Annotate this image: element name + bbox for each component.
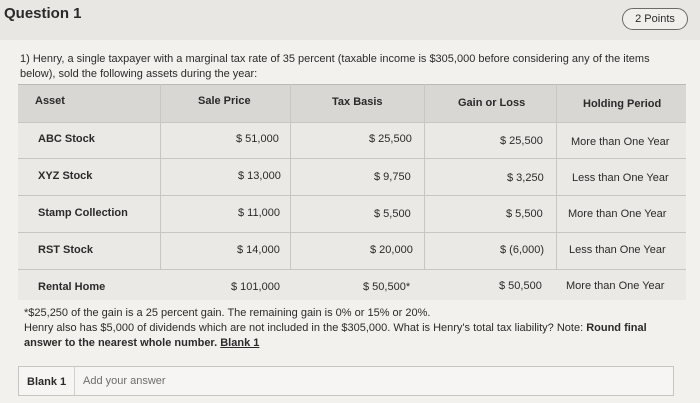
column-header-tax-basis: Tax Basis (332, 96, 383, 108)
table-column-divider (556, 84, 557, 270)
table-cell-tax-basis: $ 5,500 (374, 208, 411, 220)
table-cell-sale-price: $ 11,000 (238, 207, 281, 219)
answer-label: Blank 1 (27, 376, 67, 388)
table-cell-sale-price: $ 101,000 (231, 281, 280, 293)
table-cell-sale-price: $ 51,000 (236, 133, 279, 145)
table-divider (18, 158, 686, 159)
table-cell-sale-price: $ 14,000 (237, 244, 280, 256)
table-cell-tax-basis: $ 25,500 (369, 133, 412, 145)
column-header-sale-price: Sale Price (198, 95, 251, 107)
table-column-divider (160, 84, 161, 270)
table-cell-gain-loss: $ 25,500 (500, 135, 543, 147)
question-footnote (24, 306, 684, 351)
table-cell-asset: ABC Stock (38, 133, 95, 145)
table-divider (18, 232, 686, 233)
table-cell-gain-loss: $ (6,000) (500, 244, 545, 256)
table-cell-tax-basis: $ 50,500* (363, 281, 411, 293)
table-cell-asset: XYZ Stock (38, 170, 93, 182)
answer-input[interactable] (75, 367, 673, 395)
table-cell-asset: Stamp Collection (38, 207, 128, 219)
question-title: Question 1 (4, 5, 82, 22)
table-cell-holding-period: Less than One Year (569, 244, 666, 256)
points-badge: 2 Points (622, 8, 688, 30)
table-cell-asset: Rental Home (38, 281, 106, 293)
table-column-divider (424, 84, 425, 270)
column-header-gain-loss: Gain or Loss (458, 97, 526, 109)
table-cell-sale-price: $ 13,000 (238, 170, 281, 182)
column-header-asset: Asset (35, 95, 65, 107)
table-divider (18, 122, 686, 123)
table-cell-gain-loss: $ 5,500 (506, 208, 543, 220)
answer-row (18, 366, 674, 396)
table-divider (18, 195, 686, 196)
table-cell-holding-period: Less than One Year (572, 172, 669, 184)
table-divider (18, 269, 686, 270)
column-header-holding-period: Holding Period (583, 98, 662, 110)
table-cell-tax-basis: $ 9,750 (374, 171, 411, 183)
table-cell-gain-loss: $ 3,250 (507, 172, 544, 184)
table-cell-tax-basis: $ 20,000 (370, 244, 413, 256)
footnote-question-text: Henry also has $5,000 of dividends which are not included in the $305,000. What is Henry's total tax liability? Note: (24, 322, 587, 334)
table-cell-gain-loss: $ 50,500 (499, 280, 542, 292)
table-cell-holding-period: More than One Year (568, 208, 667, 220)
blank-reference: Blank 1 (220, 337, 260, 349)
table-cell-holding-period: More than One Year (571, 136, 670, 148)
rounding-note: Round final answer to the nearest whole number. (24, 322, 647, 349)
footnote-line: *$25,250 of the gain is a 25 percent gain. The remaining gain is 0% or 15% or 20%. (24, 307, 431, 319)
question-header (0, 0, 700, 40)
table-cell-holding-period: More than One Year (566, 280, 665, 292)
table-cell-asset: RST Stock (38, 244, 94, 256)
question-prompt: 1) Henry, a single taxpayer with a marginal tax rate of 35 percent (taxable income is $305,000 before considering any of the items below), sold the following assets during the year: (20, 53, 650, 80)
table-column-divider (290, 84, 291, 270)
footnote-question (24, 321, 684, 351)
